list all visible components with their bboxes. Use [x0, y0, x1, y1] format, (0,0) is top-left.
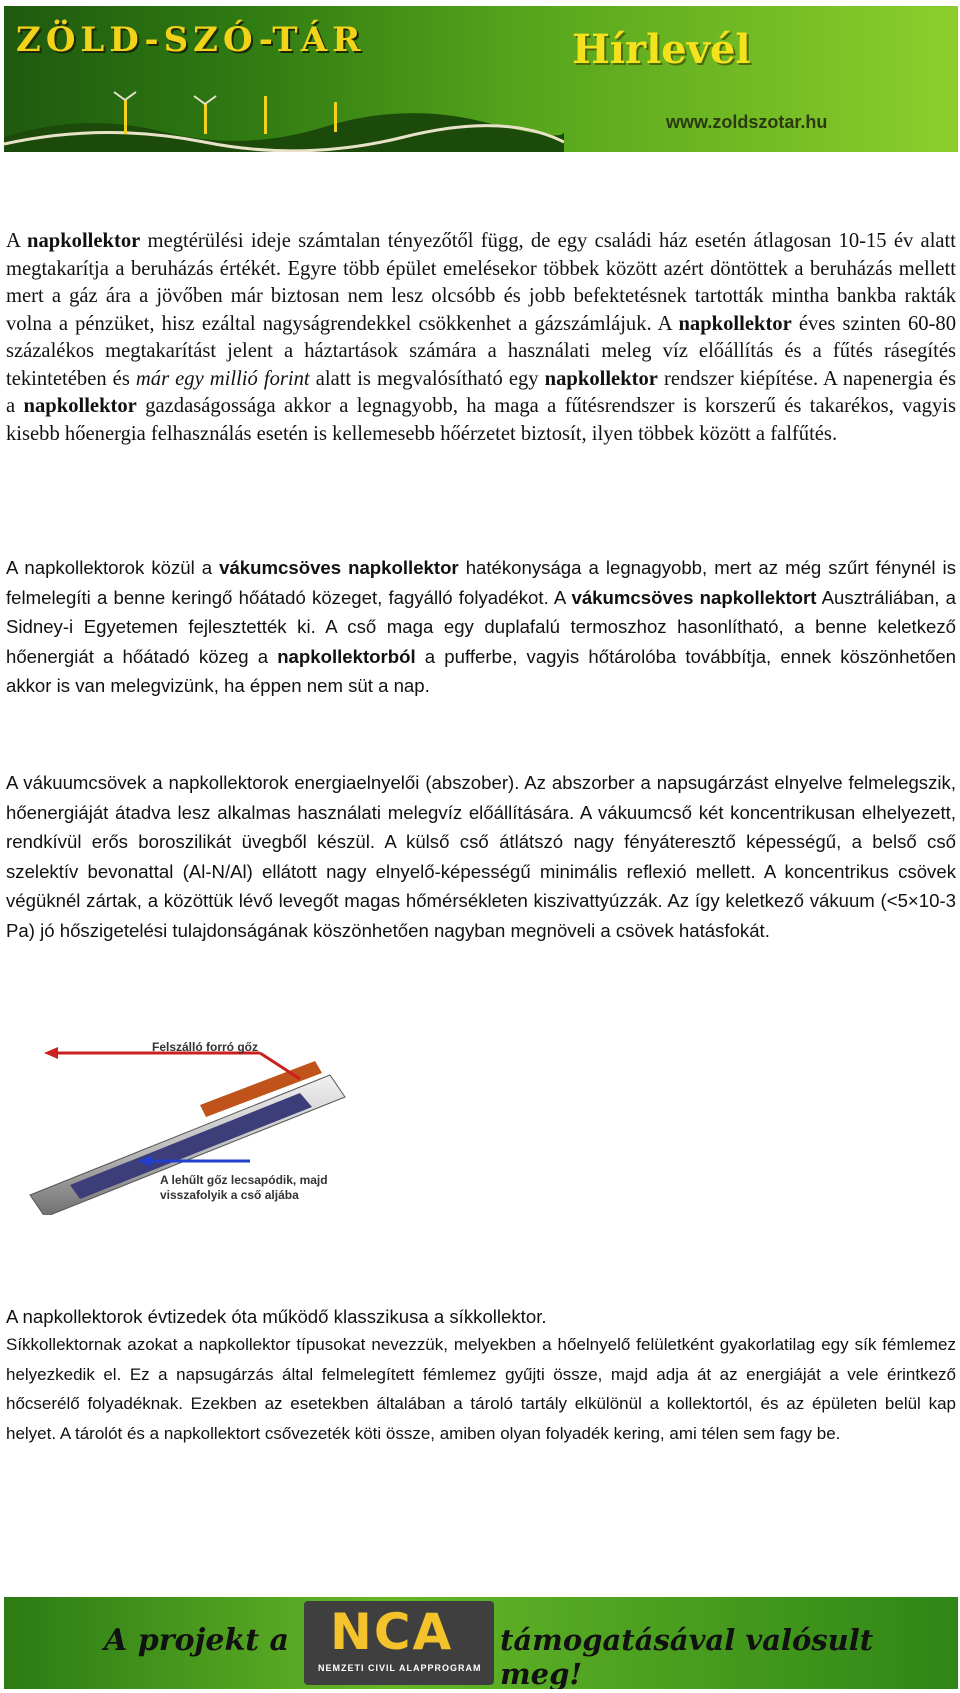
text: megtérülési ideje számtalan tényezőtől függ, de egy családi ház esetén átlagosan 10-15 év alatt megtakarítja a beruházás értékét. Egyre több épület emelésekor többek között azért döntöttek a beruházás mellett mert a gáz ára a jövőben már biztosan nem lesz olcsóbb és jobb befektetésnek tartották mintha bankba rakták volna a pénzüket, hisz ezáltal nagyságrendekkel csökkenhet a gázszámlájuk. A — [6, 230, 956, 335]
footer-banner — [4, 1597, 958, 1689]
paragraph-vacuum-tube — [6, 553, 956, 701]
text: éves szinten 60-80 százalékos megtakarítást jelent a háztartások számára a használati meleg víz előállítás és a fűtés rásegítés tekintetében és — [6, 312, 956, 390]
footer-text-left: A projekt a — [104, 1623, 289, 1658]
nca-logo-box — [304, 1601, 494, 1685]
nca-logo-subtitle: NEMZETI CIVIL ALAPPROGRAM — [318, 1663, 482, 1673]
keyword: napkollektor — [23, 395, 137, 417]
paragraph-intro — [6, 228, 956, 448]
text: alatt is megvalósítható egy — [309, 367, 545, 390]
keyword: vákumcsöves napkollektor — [219, 557, 459, 578]
keyword: napkollektor — [544, 367, 658, 390]
newsletter-title: Hírlevél — [572, 26, 751, 73]
text: A napkollektorok közül a — [6, 557, 220, 578]
nca-logo: NCA — [330, 1603, 454, 1661]
diagram-label-condense-1: A lehűlt gőz lecsapódik, majd — [160, 1173, 328, 1187]
emphasis: már egy millió forint — [135, 367, 310, 390]
keyword: napkollektorból — [277, 645, 416, 667]
paragraph-flat-collector: Síkkollektornak azokat a napkollektor típusokat nevezzük, melyekben a hőelnyelő felületként gyakorlatilag egy sík fémlemez helyezkedik el. Ez a napsugárzás által felmelegített fémlemez gyűjti össze, majd adja át az energiáját a vele érintkező hőcserélő folyadéknak. Ezekben az esetekben általában a tároló tartály elkülönül a kollektortól, és az épületen belül kap helyet. A tárolót és a napkollektort csővezeték köti össze, amiben olyan folyadék kering, ami télen sem fagy be. — [6, 1335, 956, 1443]
text: Ausztráliában, a Sidney-i Egyetemen fejlesztették ki. A cső maga egy duplafalú termoszhoz hasonlítható, a benne keletkező hőenergiát a hőátadó közeg a — [6, 586, 956, 667]
keyword: napkollektor — [678, 312, 792, 335]
keyword: napkollektor — [27, 230, 141, 252]
site-url[interactable]: www.zoldszotar.hu — [666, 112, 828, 132]
vacuum-tube-diagram — [0, 1035, 360, 1215]
keyword: vákumcsöves napkollektort — [571, 586, 817, 608]
site-logo: ZÖLD-SZÓ-TÁR — [16, 20, 366, 60]
header-banner — [4, 6, 958, 152]
footer-text-right: támogatásával valósult meg! — [500, 1623, 874, 1689]
section-heading-flat-collector: A napkollektorok évtizedek óta működő klasszikusa a síkkollektor. — [6, 1306, 547, 1327]
text: hatékonysága a legnagyobb, mert az még szűrt fénynél is felmelegíti a benne keringő hőátadó közeget, fagyálló folyadékot. A — [6, 557, 956, 608]
text: a pufferbe, vagyis hőtárolóba továbbítja, ennek köszönhetően akkor is van melegvizünk, ha éppen nem süt a nap. — [6, 645, 956, 696]
text: A — [6, 230, 27, 252]
paragraph-absorber: A vákuumcsövek a napkollektorok energiaelnyelői (abszober). Az abszorber a napsugárzást elnyelve felmelegszik, hőenergiáját átadva lesz alkalmas használati melegvíz előállítására. A vákuumcső két koncentrikusan elhelyezett, rendkívül erős boroszilikát üvegből készül. A külső cső átlátszó nagy fényáteresztő képességű, a belső cső szelektív bevonattal (Al-N/Al) ellátott nagy elnyelő-képességű minimális reflexió mellett. A koncentrikus csövek végüknél zártak, a közöttük lévő levegőt magas hőmérsékleten kiszivattyúzzák. Az így keletkező vákuum (<5×10-3 Pa) jó hőszigetelési tulajdonságának köszönhetően nagyban megnöveli a csövek hatásfokát. — [6, 772, 956, 941]
landscape-illustration — [4, 82, 564, 152]
diagram-label-condense-2: visszafolyik a cső aljába — [160, 1188, 299, 1202]
text: gazdaságossága akkor a legnagyobb, ha maga a fűtésrendszer is korszerű és takarékos, vagyis kisebb hőenergia felhasználás esetén is kellemesebb hőérzetet biztosít, ilyen többek között a falfűtés. — [6, 395, 956, 445]
diagram-label-hot-vapor: Felszálló forró gőz — [152, 1040, 259, 1054]
text: rendszer kiépítése. A napenergia és a — [6, 367, 957, 417]
